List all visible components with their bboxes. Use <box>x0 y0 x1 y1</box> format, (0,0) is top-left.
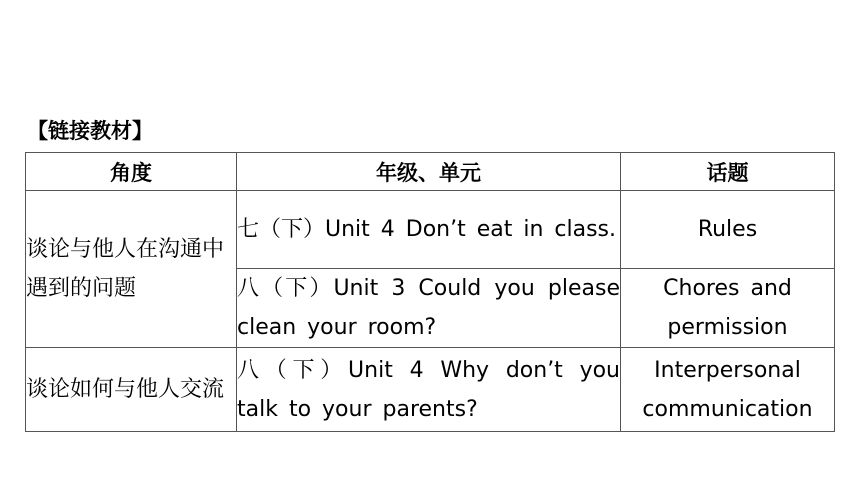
textbook-link-table <box>25 152 835 432</box>
topic-cell: Rules <box>621 191 835 269</box>
topic-cell: Chores and permission <box>621 269 835 348</box>
header-angle: 角度 <box>26 153 237 191</box>
table-header-row <box>26 153 835 191</box>
topic-cell: Interpersonal communication <box>621 348 835 432</box>
angle-cell: 谈论如何与他人交流 <box>26 348 237 432</box>
section-heading: 【链接教材】 <box>27 119 153 143</box>
angle-cell: 谈论与他人在沟通中遇到的问题 <box>26 191 237 348</box>
header-topic: 话题 <box>621 153 835 191</box>
header-grade-unit: 年级、单元 <box>237 153 621 191</box>
table-row <box>26 348 835 432</box>
unit-cell: 八（下）Unit 3 Could you please clean your room? <box>237 269 621 348</box>
table-row <box>26 191 835 269</box>
unit-cell: 七（下）Unit 4 Don’t eat in class. <box>237 191 621 269</box>
unit-cell: 八（下）Unit 4 Why don’t you talk to your parents? <box>237 348 621 432</box>
